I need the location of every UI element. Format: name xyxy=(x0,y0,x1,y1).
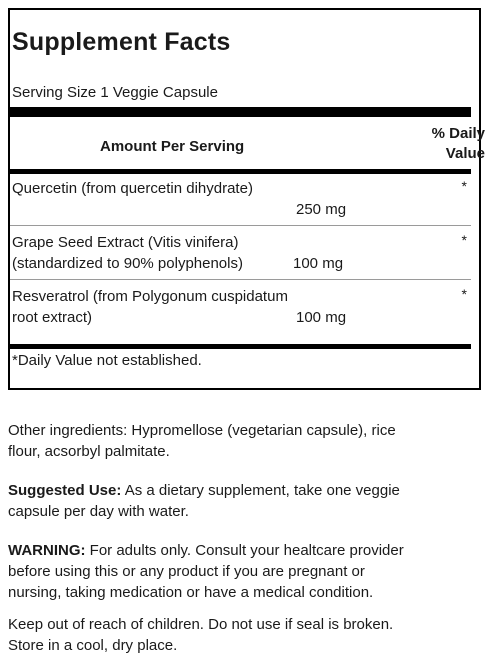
footnote: *Daily Value not established. xyxy=(12,352,202,369)
nutrient-row-quercetin xyxy=(12,178,471,222)
warning xyxy=(8,540,488,603)
storage-line1: Keep out of reach of children. Do not use if seal is broken. xyxy=(8,616,394,633)
daily-value-header xyxy=(432,124,485,164)
thick-divider xyxy=(10,107,471,117)
row-divider xyxy=(10,225,471,226)
storage-line2: Store in a cool, dry place. xyxy=(8,637,178,654)
suggested-use-label: Suggested Use: xyxy=(8,482,122,499)
nutrient-dv: * xyxy=(461,178,467,194)
nutrient-name: Quercetin (from quercetin dihydrate) xyxy=(12,180,253,197)
other-ingredients xyxy=(8,420,488,462)
suggested-use-line2: capsule per day with water. xyxy=(8,503,189,520)
warning-line2: before using this or any product if you are pregnant or xyxy=(8,563,365,580)
footer-divider xyxy=(10,344,471,349)
panel-title: Supplement Facts xyxy=(12,28,231,56)
nutrient-row-grape-seed xyxy=(12,232,471,276)
nutrient-amount: 100 mg xyxy=(296,309,347,326)
nutrient-amount: 250 mg xyxy=(296,201,347,218)
daily-value-header-line1: % Daily xyxy=(431,125,485,142)
nutrient-amount: 100 mg xyxy=(293,255,344,272)
warning-label: WARNING: xyxy=(8,542,86,559)
header-divider xyxy=(10,169,471,174)
warning-text: For adults only. Consult your healtcare provider xyxy=(85,542,404,559)
amount-per-serving-header: Amount Per Serving xyxy=(100,138,245,155)
nutrient-dv: * xyxy=(461,286,467,302)
nutrient-name: Grape Seed Extract (Vitis vinifera) xyxy=(12,234,239,251)
nutrient-row-resveratrol xyxy=(12,286,471,330)
daily-value-header-line2: Value xyxy=(445,145,485,162)
suggested-use-text: As a dietary supplement, take one veggie xyxy=(121,482,400,499)
nutrient-name-line2: (standardized to 90% polyphenols) xyxy=(12,255,243,272)
other-ingredients-line2: flour, acsorbyl palmitate. xyxy=(8,443,170,460)
suggested-use xyxy=(8,480,488,522)
storage xyxy=(8,614,488,656)
row-divider xyxy=(10,279,471,280)
nutrient-name-line2: root extract) xyxy=(12,309,93,326)
other-ingredients-line1: Other ingredients: Hypromellose (vegetarian capsule), rice xyxy=(8,422,396,439)
warning-line3: nursing, taking medication or have a medical condition. xyxy=(8,584,374,601)
serving-size: Serving Size 1 Veggie Capsule xyxy=(12,84,218,101)
nutrient-dv: * xyxy=(461,232,467,248)
nutrient-name: Resveratrol (from Polygonum cuspidatum xyxy=(12,288,288,305)
